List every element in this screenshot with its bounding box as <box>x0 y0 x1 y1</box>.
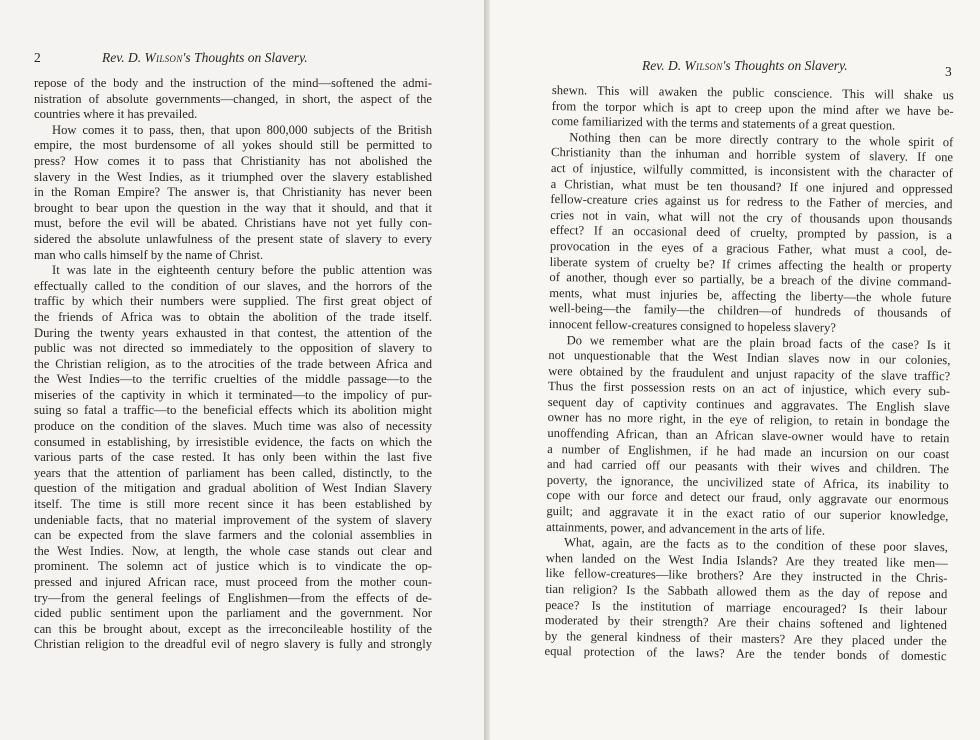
text-line: question of the mitigation and gradual abolition of West Indian Slavery <box>34 481 432 496</box>
text-line: empire, the most burdensome of all yokes should still be permitted to <box>34 138 432 153</box>
text-line: traffic by which their numbers were supplied. The first great object of <box>34 294 432 309</box>
text-line: produce on the condition of the slaves. Much time was also of necessity <box>34 419 432 434</box>
text-line: the friends of Africa was to obtain the abolition of the trade itself. <box>34 309 432 324</box>
text-line: suing so fatal a traffic—to the beneficial effects which its abolition might <box>34 403 432 418</box>
text-line: owner has no more right, in the eye of religion, to retain in bondage the <box>547 410 950 430</box>
text-line: prominent. The solemn act of justice which is to vindicate the op- <box>34 559 432 574</box>
left-title-rest: 's Thoughts on Slavery. <box>182 50 308 65</box>
left-page-number: 2 <box>34 50 41 65</box>
text-line: by the general kindness of their masters? Are they placed under the <box>544 628 947 648</box>
text-line: effect? If an occasional deed of cruelty, prompted by passion, is a <box>549 223 953 243</box>
text-line: sequent day of captivity continues and aggravates. The English slave <box>547 394 950 415</box>
text-line: were obtained by the fraudulent and unjust rapacity of the slave traffic? <box>548 363 951 383</box>
text-line: During the twenty years exhausted in that contest, the attention of the <box>34 325 432 340</box>
text-line: unoffending African, than an African slave-owner would have to retain <box>547 426 950 446</box>
right-title-rest: 's Thoughts on Slavery. <box>722 58 848 73</box>
text-line: try—from the general feelings of Englishmen—from the effects of de- <box>34 590 432 605</box>
text-line: tian religion? Is the Sabbath allowed them as the day of repose and <box>545 581 948 602</box>
right-running-title <box>642 58 848 74</box>
text-line: Thus the first possession rests on an act of injustice, which every sub- <box>547 379 951 399</box>
text-line: years that the attention of parliament has been called, distinctly, to the <box>34 465 432 480</box>
text-line: poverty, the ignorance, the uncivilized state of Africa, its inability to <box>546 472 949 493</box>
text-line: sidered the absolute unlawfulness of the present state of slavery to every <box>34 231 432 246</box>
text-line: from the torpor which is apt to creep upon the mind after we have be- <box>551 98 954 118</box>
right-page-number: 3 <box>945 64 952 79</box>
text-line: How comes it to pass, then, that upon 800,000 subjects of the British <box>52 122 432 137</box>
text-line: can this be brought about, except as the irreconcileable hostility of the <box>34 621 432 636</box>
right-title-surname: Wilson <box>684 58 723 73</box>
text-line: Do we remember what are the plain broad facts of the case? Is it <box>566 332 951 352</box>
text-line: Christianity than the inhuman and horrible system of slavery. If one <box>551 145 954 165</box>
text-line: pressed and injured African race, must proceed from the mother coun- <box>34 575 432 589</box>
text-line: itself. The time is still more recent since it has been established by <box>34 497 432 512</box>
left-running-title <box>102 50 308 66</box>
right-page <box>490 0 980 740</box>
text-line: a Christian, what must be ten thousand? If one injured and oppressed <box>550 176 953 196</box>
text-line: miseries of the captivity in which it terminated—to the impolicy of pur- <box>34 387 432 402</box>
text-line: cided public sentiment upon the parliament and the government. Nor <box>34 606 432 621</box>
text-line: Nothing then can be more directly contrary to the whole spirit of <box>569 130 954 150</box>
text-line: ments, what must injuries be, affecting the liberty—the whole future <box>549 285 952 305</box>
text-line: various parts of the case rested. It has only been within the last five <box>34 450 432 465</box>
text-line: the West Indies. Now, at length, the whole case stands out clear and <box>34 543 432 558</box>
right-body-text <box>544 83 954 665</box>
text-line: peace? Is the institution of marriage encouraged? Is their labour <box>545 597 948 617</box>
text-line: well-being—the family—the children—of hundreds of thousands of <box>548 301 952 321</box>
text-line: nistration of absolute governments—changed, in short, the aspect of the <box>34 91 432 106</box>
text-line: man who calls himself by the name of Christ. <box>34 247 264 262</box>
text-line: and had carried off our peasants with their wives and children. The <box>546 457 950 477</box>
text-line: must, before the evil will be abated. Christians have not yet fully con- <box>34 216 432 231</box>
text-line: What, again, are the facts as to the condition of these poor slaves, <box>563 535 949 555</box>
text-line: when landed on the West India Islands? Are they treated like men— <box>545 550 948 571</box>
text-line: innocent fellow-creatures consigned to hopeless slavery? <box>548 316 837 335</box>
text-line: press? How comes it to pass that Christianity has not abolished the <box>34 153 432 168</box>
text-line: the Christian religion, as to the atrocities of the trade between Africa and <box>34 356 432 371</box>
text-line: moderated by their strength? Are their chains softened and lightened <box>544 613 948 633</box>
text-line: cope with our force and detect our fraud, only aggravate our enormous <box>546 488 949 508</box>
text-line: repose of the body and the instruction of the mind—softened the admi- <box>34 76 432 90</box>
left-page <box>0 0 484 740</box>
right-title-prefix: Rev. D. <box>642 58 685 73</box>
text-line: a number of Englishmen, if he had made an incursion on our coast <box>547 441 950 461</box>
text-line: fellow-creature cries against us for redress to the Father of mercies, and <box>550 192 953 212</box>
text-line: consumed in establishing, by irresistible evidence, the facts on which the <box>34 434 432 449</box>
text-line: effectually called to the condition of our slaves, and the horrors of the <box>34 278 432 293</box>
text-line: It was late in the eighteenth century before the public attention was <box>52 263 432 278</box>
text-line: slavery in the West Indies, as it triumphed over the slavery established <box>34 169 432 184</box>
text-line: liberate system of cruelty be? If crimes affecting the health or property <box>549 254 952 274</box>
text-line: in the Roman Empire? The answer is, that Christianity has never been <box>34 185 432 200</box>
text-line: countries where it has prevailed. <box>34 107 198 122</box>
text-line: attainments, power, and advancement in the arts of life. <box>546 519 826 538</box>
text-line: public was not directed so immediately to the opposition of slavery to <box>34 341 432 356</box>
text-line: act of injustice, wilfully committed, is inconsistent with the character of <box>550 160 953 181</box>
text-line: cries not in vain, what will not the cry of thousands upon thousands <box>550 207 953 228</box>
left-title-prefix: Rev. D. <box>102 50 145 65</box>
text-line: shewn. This will awaken the public conscience. This will shake us <box>551 83 954 103</box>
text-line: can be expected from the slave farmers and the colonial assemblies in <box>34 528 432 543</box>
text-line: like fellow-creatures—like brothers? Are they instructed in the Chris- <box>545 566 948 586</box>
text-line: guilt; and aggravate it in the exact ratio of our superior knowledge, <box>546 503 949 524</box>
text-line: undeniable facts, that no material improvement of the system of slavery <box>34 512 432 527</box>
text-line: of another, though ever so partially, be a breach of the divine command- <box>549 270 952 290</box>
text-line: provocation in the eyes of a gracious Father, what must a cool, de- <box>549 238 952 259</box>
text-line: come familiarized with the terms and statements of a great question. <box>551 114 896 133</box>
text-line: Christian religion to the dreadful evil of negro slavery is fully and strongly <box>34 637 432 652</box>
left-body-text <box>34 76 432 653</box>
text-line: the West Indies—to the terrific cruelties of the middle passage—to the <box>34 372 432 387</box>
text-line: not unquestionable that the West Indian slaves now in our colonies, <box>548 348 951 368</box>
left-title-surname: Wilson <box>144 50 183 65</box>
text-line: brought to bear upon the question in the way that it should, and that it <box>34 200 432 215</box>
text-line: equal protection of the laws? Are the tender bonds of domestic <box>544 644 947 664</box>
